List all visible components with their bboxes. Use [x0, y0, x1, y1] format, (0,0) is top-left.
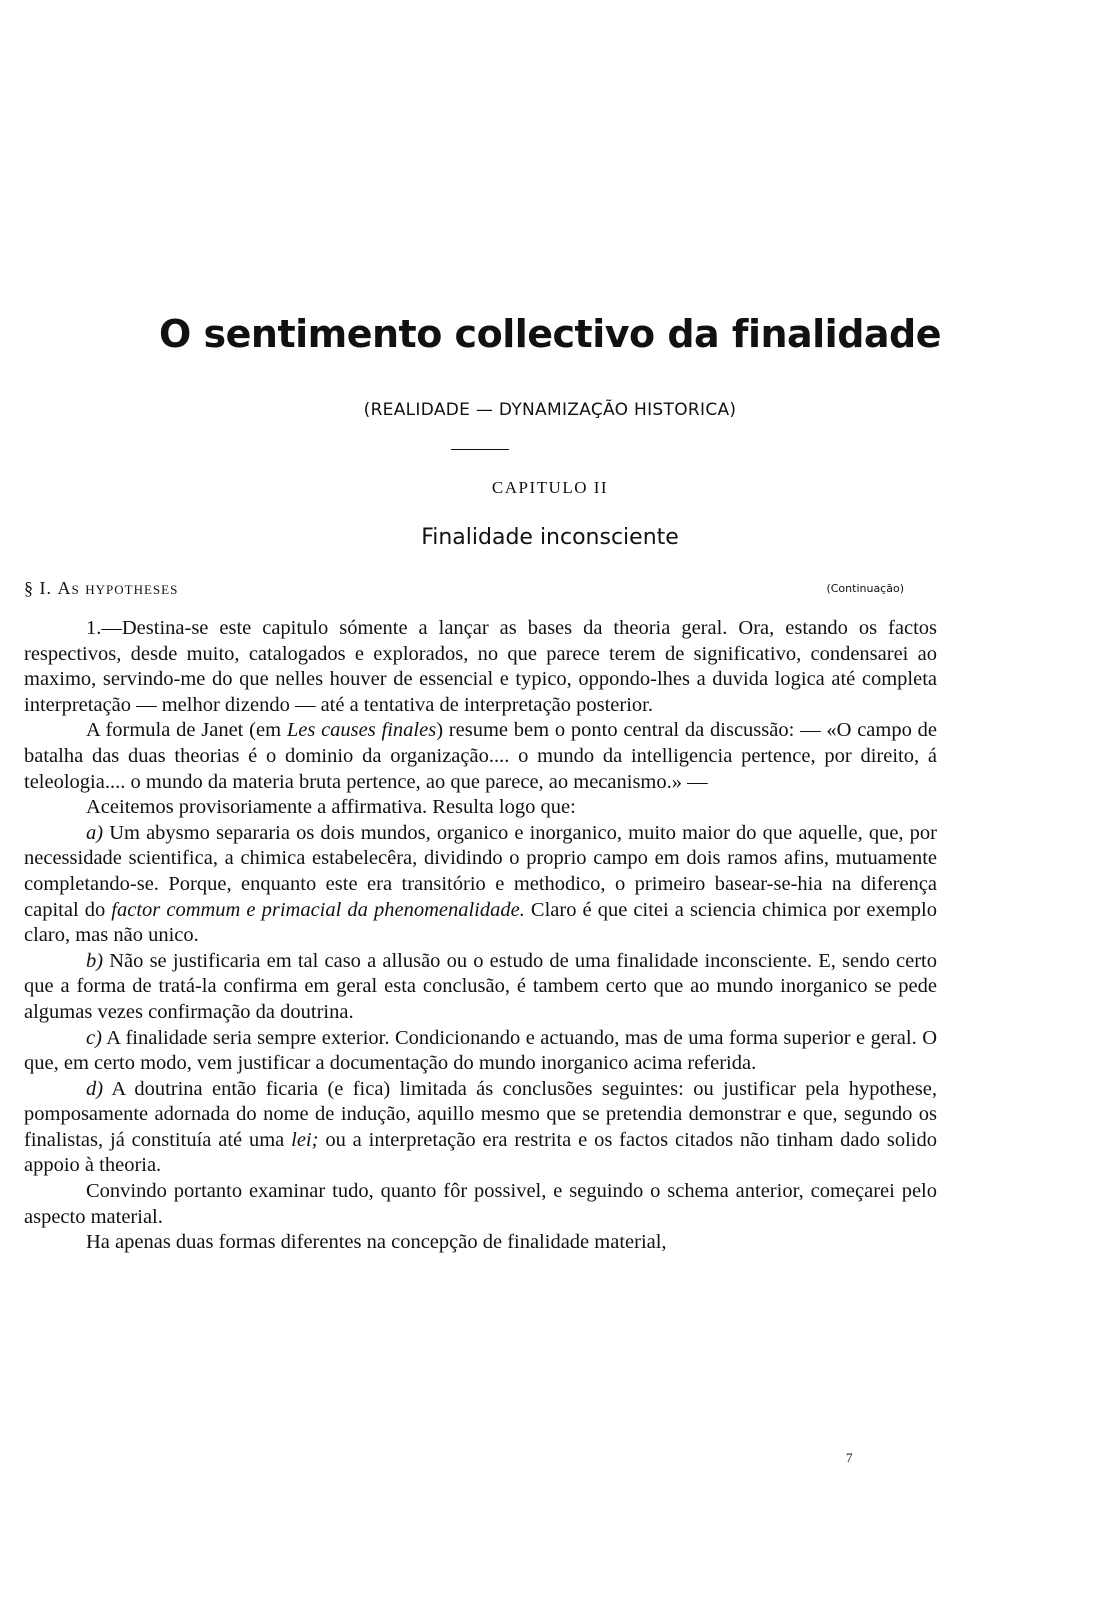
paragraph-1: 1.—Destina-se este capitulo sómente a lançar as bases da theoria geral. Ora, estando os factos respectivos, desde muito, catalogados e explorados, no que parece terem de significativo, condensarei ao maximo, servindo-me do que nelles houver de essencial e typico, oppondo-lhes a duvida logica até completa interpretação — melhor dizendo — até a tentativa de interpretação posterior. [24, 617, 937, 716]
continuation-note: (Continuação) [826, 582, 904, 595]
list-item-d [24, 1077, 937, 1179]
item-c-text: A finalidade seria sempre exterior. Condicionando e actuando, mas de uma forma superior e geral. O que, em certo modo, vem justificar a documentação do mundo inorganico acima referida. [24, 1026, 938, 1075]
item-d-after: ou a interpretação era restrita e os factos citados não tinham dado solido appoio à theoria. [24, 1128, 937, 1177]
item-label-a: a) [86, 821, 104, 844]
book-title-italic: Les causes finales [286, 719, 437, 742]
paragraph-4: Convindo portanto examinar tudo, quanto fôr possivel, e seguindo o schema anterior, começarei pelo aspecto material. [24, 1180, 937, 1228]
paragraph-5: Ha apenas duas formas diferentes na concepção de finalidade material, [86, 1231, 667, 1254]
paragraph-2-part-2: ) resume bem o ponto central da discussão: — «O campo de batalha das duas theorias é o dominio da organização.... o mundo da intelligencia pertence, por direito, á teleologia.... o mundo da materia bruta pertence, ao que parece, ao mecanismo.» — [24, 719, 937, 793]
list-item-a [24, 821, 937, 949]
item-a-after: Claro é que citei a sciencia chimica por exemplo claro, mas não unico. [24, 898, 937, 947]
section-heading [24, 578, 178, 599]
paragraph-3: Aceitemos provisoriamente a affirmativa. Resulta logo que: [86, 796, 576, 819]
item-label-b: b) [86, 949, 104, 972]
paragraph-2-part-1: A formula de Janet (em [86, 719, 287, 742]
item-b-text: Não se justificaria em tal caso a allusão ou o estudo de uma finalidade inconsciente. E, sendo certo que a forma de tratá-la confirma em geral esta conclusão, é tambem certo que ao mundo inorganico se pede algumas vezes confirmação da doutrina. [24, 949, 937, 1023]
chapter-title: Finalidade inconsciente [421, 525, 679, 550]
body-text [24, 616, 937, 1256]
item-a-text: Um abysmo separaria os dois mundos, organico e inorganico, muito maior do que aquelle, que, por necessidade scientifica, a chimica estabelecêra, dividindo o proprio campo em dois ramos afins, mutuamente completando-se. Porque, enquanto este era transitório e methodico, o primeiro basear-se-hia na diferença capital do [24, 821, 937, 921]
paragraph-2 [24, 718, 937, 795]
list-item-b [24, 949, 937, 1026]
section-mark: § I. [24, 578, 52, 598]
page-number: 7 [846, 1450, 853, 1465]
article-title: O sentimento collectivo da finalidade [158, 312, 942, 356]
item-label-c: c) [86, 1026, 102, 1049]
item-label-d: d) [86, 1077, 104, 1100]
divider-rule [451, 449, 509, 450]
item-d-text: A doutrina então ficaria (e fica) limitada ás conclusões seguintes: ou justificar pela hypothese, pomposamente adornada do nome de indução, aquillo mesmo que se pretendia demonstrar e que, segundo os finalistas, já constituía até uma [24, 1077, 938, 1151]
item-a-italic: factor commum e primacial da phenomenalidade. [111, 898, 525, 921]
item-d-italic: lei; [291, 1128, 319, 1151]
section-label: As hypotheses [57, 578, 179, 598]
list-item-c [24, 1026, 937, 1077]
chapter-number: CAPITULO II [491, 478, 609, 497]
article-subtitle: (REALIDADE — DYNAMIZAÇÃO HISTORICA) [363, 400, 737, 420]
